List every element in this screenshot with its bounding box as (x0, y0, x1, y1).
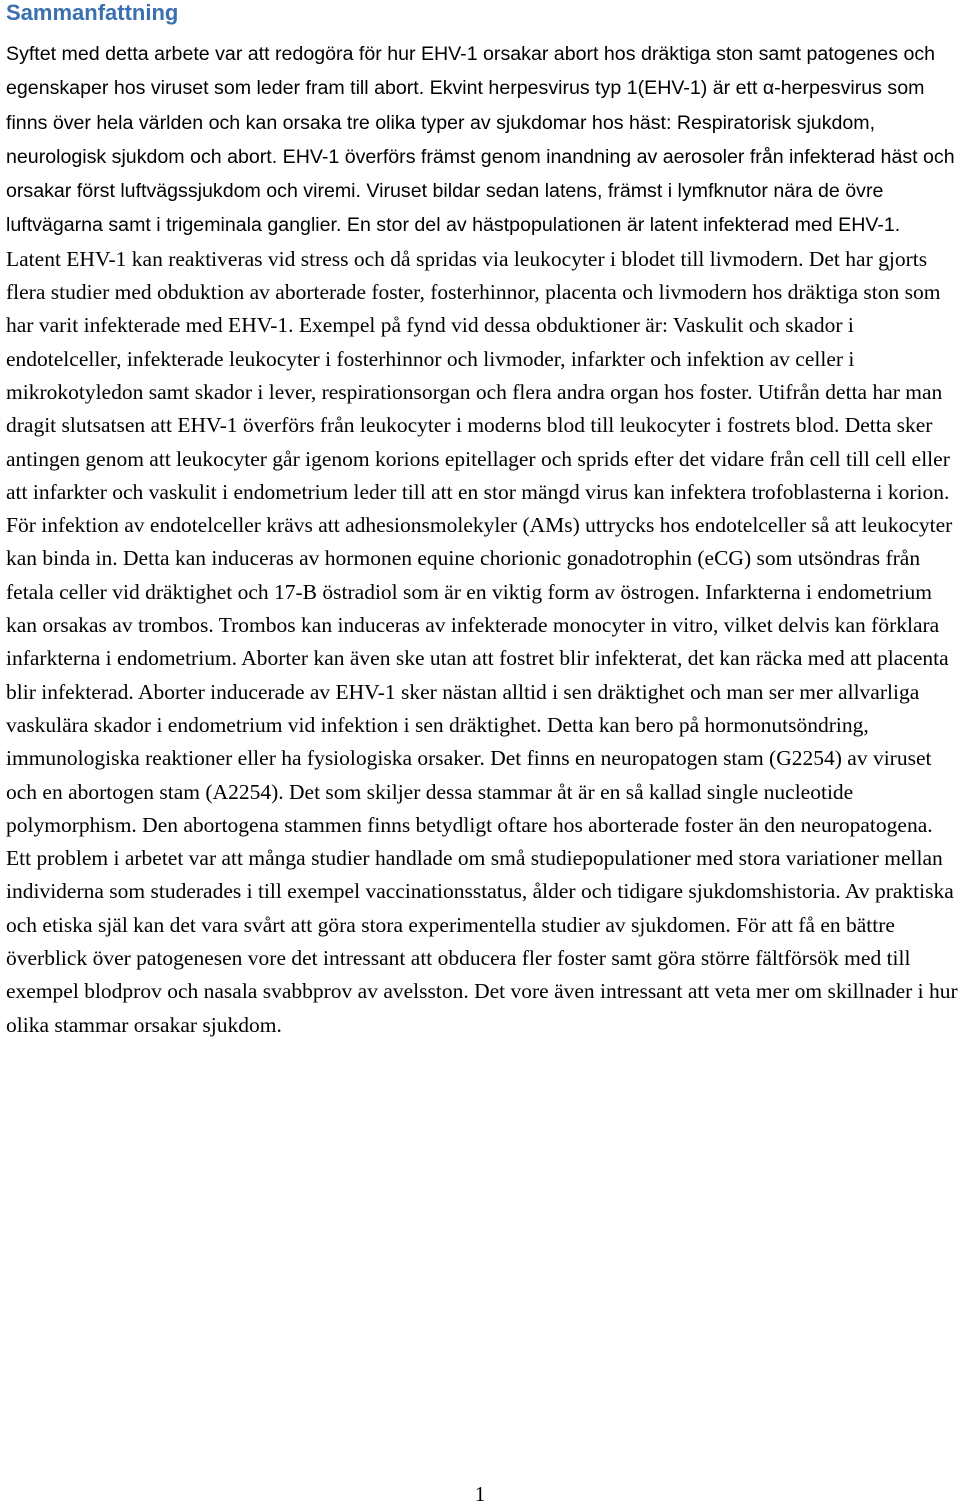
summary-text-serif: Latent EHV-1 kan reaktiveras vid stress och då spridas via leukocyter i blodet till livmodern. Det har gjorts flera studier med obduktion av aborterade foster, fosterhinnor, placenta och livmodern hos dräktiga ston som har varit infekterade med EHV-1. Exempel på fynd vid dessa obduktioner är: Vaskulit och skador i endotelceller, infekterade leukocyter i fosterhinnor och livmoder, infarkter och infektion av celler i mikrokotyledon samt skador i lever, respirationsorgan och flera andra organ hos foster. Utifrån detta har man dragit slutsatsen att EHV-1 överförs från leukocyter i moderns blod till leukocyter i fostrets blod. Detta sker antingen genom att leukocyter går igenom korions epitellager och sprids efter det vidare från cell till cell eller att infarkter och vaskulit i endometrium leder till att en stor mängd virus kan infektera trofoblasterna i korion. För infektion av endotelceller krävs att adhesionsmolekyler (AMs) uttrycks hos endotelceller så att leukocyter kan binda in. Detta kan induceras av hormonen equine chorionic gonadotrophin (eCG) som utsöndras från fetala celler vid dräktighet och 17-B östradiol som är en viktig form av östrogen. Infarkterna i endometrium kan orsakas av trombos. Trombos kan induceras av infekterade monocyter in vitro, vilket delvis kan förklara infarkterna i endometrium. Aborter kan även ske utan att fostret blir infekterat, det kan räcka med att placenta blir infekterad. Aborter inducerade av EHV-1 sker nästan alltid i sen dräktighet och man ser mer allvarliga vaskulära skador i endometrium vid infektion i sen dräktighet. Detta kan bero på hormonutsöndring, immunologiska reaktioner eller ha fysiologiska orsaker. Det finns en neuropatogen stam (G2254) av viruset och en abortogen stam (A2254). Det som skiljer dessa stammar åt är en så kallad single nucleotide polymorphism. Den abortogena stammen finns betydligt oftare hos aborterade foster än den neuropatogena. Ett problem i arbetet var att många studier handlade om små studiepopulationer med stora variationer mellan individerna som studerades i till exempel vaccinationsstatus, ålder och tidigare sjukdomshistoria. Av praktiska och etiska själ kan det vara svårt att göra stora experimentella studier av sjukdomen. För att få en bättre överblick över patogenesen vore det intressant att obducera fler foster samt göra större fältförsök med till exempel blodprov och nasala svabbprov av avelsston. Det vore även intressant att veta mer om skillnader i hur olika stammar orsakar sjukdom. (6, 246, 958, 1037)
summary-paragraph (6, 37, 958, 1042)
summary-text-sans: Syftet med detta arbete var att redogöra för hur EHV-1 orsakar abort hos dräktiga ston samt patogenes och egenskaper hos viruset som leder fram till abort. Ekvint herpesvirus typ 1(EHV-1) är ett α-herpesvirus som finns över hela världen och kan orsaka tre olika typer av sjukdomar hos häst: Respiratorisk sjukdom, neurologisk sjukdom och abort. EHV-1 överförs främst genom inandning av aerosoler från infekterad häst och orsakar först luftvägssjukdom och viremi. Viruset bildar sedan latens, främst i lymfknutor nära de övre luftvägarna samt i trigeminala ganglier. En stor del av hästpopulationen är latent infekterad med EHV-1. (6, 43, 955, 237)
page-number: 1 (474, 1482, 486, 1506)
section-heading: Sammanfattning (6, 0, 179, 25)
